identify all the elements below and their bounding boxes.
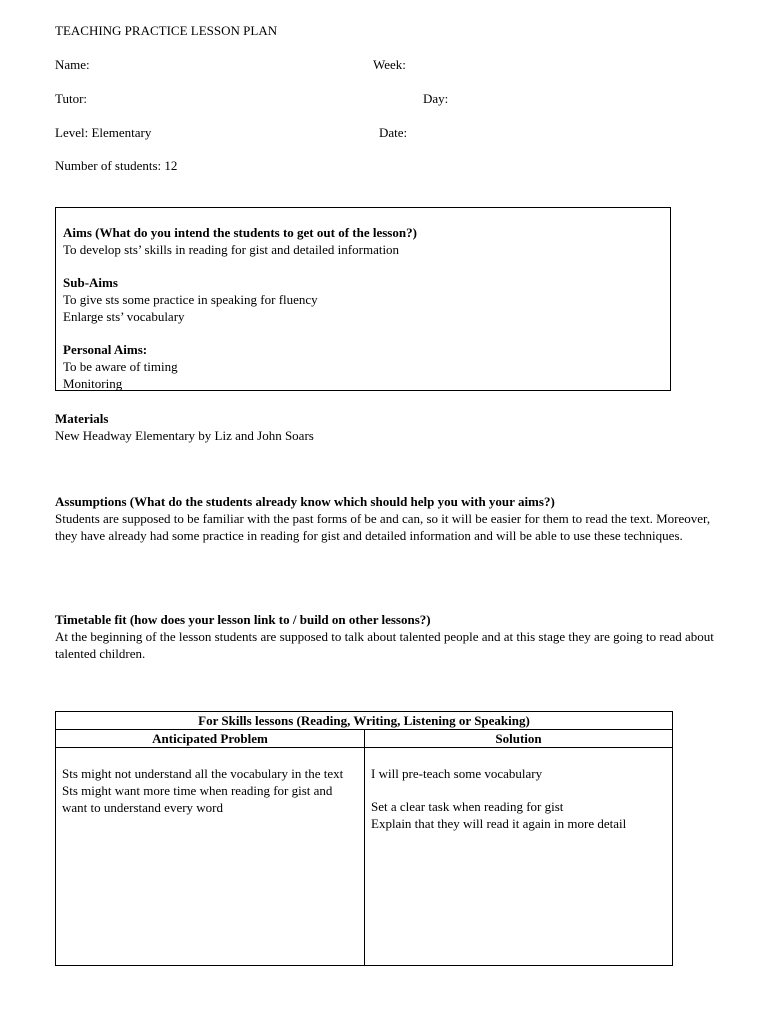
assumptions-text: Students are supposed to be familiar with the past forms of be and can, so it will be easier for them to read the text. Moreover, they have already had some practice in reading for gist and detailed information and will be able to use these techniques. bbox=[55, 511, 711, 543]
materials-text: New Headway Elementary by Liz and John Soars bbox=[55, 428, 314, 443]
column-header-problem: Anticipated Problem bbox=[56, 730, 365, 748]
timetable-text: At the beginning of the lesson students are supposed to talk about talented people and at this stage they are going to read about talented children. bbox=[55, 629, 714, 661]
solutions-cell bbox=[365, 748, 673, 966]
problem-item: Sts might not understand all the vocabulary in the text bbox=[62, 766, 344, 781]
day-label: Day: bbox=[423, 91, 449, 106]
level-label: Level: Elementary bbox=[55, 125, 152, 140]
aims-box bbox=[55, 207, 671, 391]
sub-aim-item: Enlarge sts’ vocabulary bbox=[63, 309, 185, 324]
timetable-heading: Timetable fit (how does your lesson link to / build on other lessons?) bbox=[55, 612, 431, 627]
sub-aims-heading: Sub-Aims bbox=[63, 275, 118, 290]
materials-heading: Materials bbox=[55, 411, 109, 426]
tutor-label: Tutor: bbox=[55, 91, 88, 106]
skills-table bbox=[55, 711, 673, 966]
personal-aim-item: To be aware of timing bbox=[63, 359, 178, 374]
solution-item: Explain that they will read it again in more detail bbox=[371, 816, 627, 831]
name-label: Name: bbox=[55, 57, 90, 72]
week-label: Week: bbox=[373, 57, 406, 72]
personal-aims-heading: Personal Aims: bbox=[63, 342, 148, 357]
column-header-solution: Solution bbox=[365, 730, 673, 748]
number-of-students: Number of students: 12 bbox=[55, 158, 178, 173]
problem-item: Sts might want more time when reading for gist and want to understand every word bbox=[62, 783, 333, 815]
personal-aim-item: Monitoring bbox=[63, 376, 123, 391]
sub-aim-item: To give sts some practice in speaking for fluency bbox=[63, 292, 318, 307]
date-label: Date: bbox=[379, 125, 408, 140]
assumptions-heading: Assumptions (What do the students already know which should help you with your aims?) bbox=[55, 494, 555, 509]
document-title: TEACHING PRACTICE LESSON PLAN bbox=[55, 23, 278, 38]
solution-item: I will pre-teach some vocabulary bbox=[371, 766, 543, 781]
solution-item: Set a clear task when reading for gist bbox=[371, 799, 564, 814]
problems-cell bbox=[56, 748, 365, 966]
aims-heading: Aims (What do you intend the students to get out of the lesson?) bbox=[63, 225, 417, 240]
aims-text: To develop sts’ skills in reading for gist and detailed information bbox=[63, 242, 400, 257]
skills-table-title: For Skills lessons (Reading, Writing, Listening or Speaking) bbox=[56, 712, 673, 730]
